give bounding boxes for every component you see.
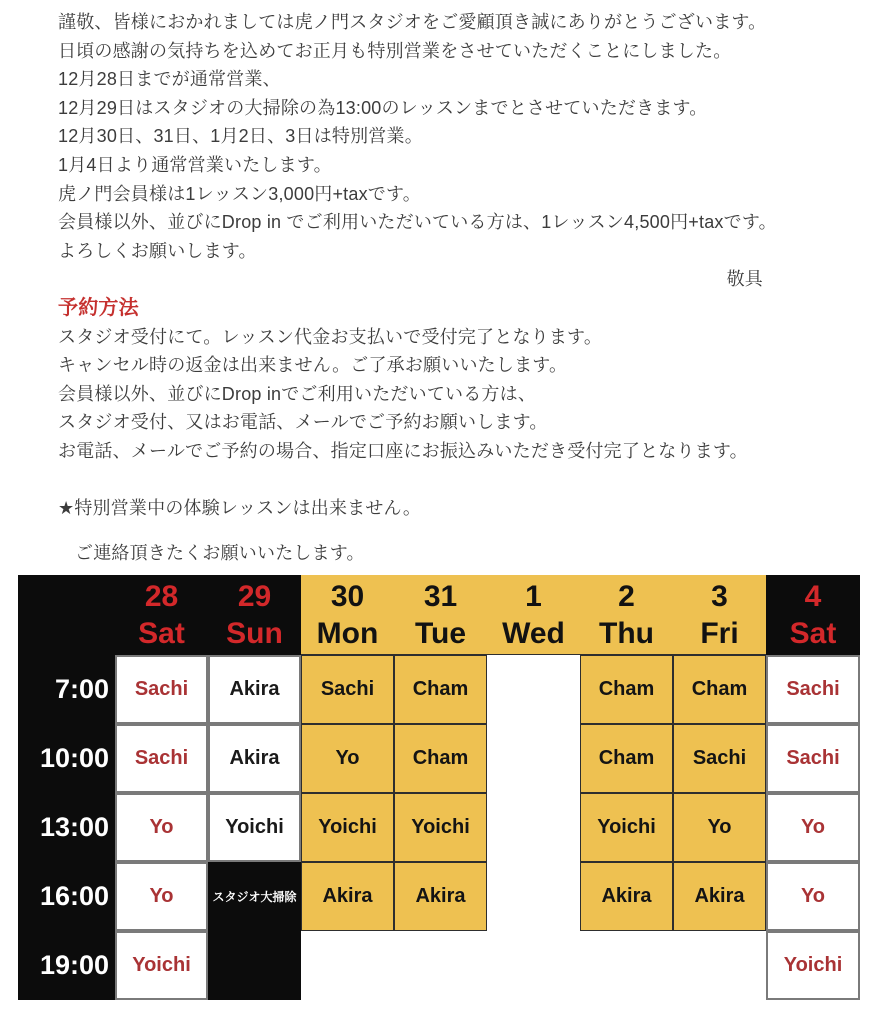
schedule-cell: Yo xyxy=(115,862,208,931)
schedule-cell: Yoichi xyxy=(580,793,673,862)
time-19-00: 19:00 xyxy=(18,931,115,1000)
time-13-00: 13:00 xyxy=(18,793,115,862)
schedule-cell: Yoichi xyxy=(115,931,208,1000)
schedule-cell: Sachi xyxy=(115,655,208,724)
notice-block xyxy=(58,8,823,567)
schedule-cell: Cham xyxy=(394,655,487,724)
warning-line: ★特別営業中の体験レッスンは出来ません。 xyxy=(58,498,422,519)
header-4-sat xyxy=(766,575,860,655)
schedule-cell-empty xyxy=(487,862,580,931)
reservation-line: スタジオ受付にて。レッスン代金お支払いで受付完了となります。 xyxy=(58,326,603,347)
reservation-line: 会員様以外、並びにDrop inでご利用いただいている方は、 xyxy=(58,383,537,404)
schedule-cell: Akira xyxy=(208,724,301,793)
schedule-cell: Yoichi xyxy=(394,793,487,862)
schedule-cell: Yo xyxy=(673,793,766,862)
schedule-cell-empty xyxy=(580,931,673,1000)
header-1-wed xyxy=(487,575,580,655)
schedule-cell: Yoichi xyxy=(301,793,394,862)
reservation-line: キャンセル時の返金は出来ません。ご了承お願いいたします。 xyxy=(58,355,568,376)
schedule-table xyxy=(18,575,860,1000)
contact-line: ご連絡頂きたくお願いいたします。 xyxy=(75,542,365,563)
header-day: Sat xyxy=(789,617,837,650)
reservation-line: スタジオ受付、又はお電話、メールでご予約お願いします。 xyxy=(58,412,548,433)
schedule-cell-empty xyxy=(394,931,487,1000)
closing-keigu: 敬具 xyxy=(726,269,763,290)
schedule-cell: Akira xyxy=(580,862,673,931)
schedule-cell: Sachi xyxy=(301,655,394,724)
schedule-cell-empty xyxy=(301,931,394,1000)
schedule-cell: Yo xyxy=(301,724,394,793)
header-day: Sun xyxy=(226,617,283,650)
schedule-cell: Akira xyxy=(301,862,394,931)
notice-line: 12月30日、31日、1月2日、3日は特別営業。 xyxy=(58,126,423,147)
schedule-cell: Cham xyxy=(394,724,487,793)
schedule-cell: Yoichi xyxy=(766,931,860,1000)
schedule-cell: Sachi xyxy=(766,724,860,793)
schedule-cell: Cham xyxy=(580,724,673,793)
notice-line: 虎ノ門会員様は1レッスン3,000円+taxです。 xyxy=(58,183,421,204)
header-3-fri xyxy=(673,575,766,655)
notice-line: 12月29日はスタジオの大掃除の為13:00のレッスンまでとさせていただきます。 xyxy=(58,97,708,118)
schedule-cell: Yo xyxy=(766,793,860,862)
header-date: 1 xyxy=(525,580,542,613)
notice-line: 1月4日より通常営業いたします。 xyxy=(58,154,332,175)
schedule-cell-black xyxy=(208,931,301,1000)
schedule-cell: Cham xyxy=(580,655,673,724)
schedule-cell: Akira xyxy=(394,862,487,931)
header-day: Sat xyxy=(138,617,185,650)
notice-line: 会員様以外、並びにDrop in でご利用いただいている方は、1レッスン4,500円+taxです。 xyxy=(58,212,777,233)
header-day: Tue xyxy=(414,617,467,650)
time-7-00: 7:00 xyxy=(18,655,115,724)
schedule-cell-empty xyxy=(487,655,580,724)
reservation-line: お電話、メールでご予約の場合、指定口座にお振込みいただき受付完了となります。 xyxy=(58,440,748,461)
header-day: Wed xyxy=(502,617,565,650)
studio-cleaning-cell: スタジオ大掃除 xyxy=(208,862,301,931)
header-31-tue xyxy=(394,575,487,655)
schedule-cell-empty xyxy=(673,931,766,1000)
header-day: Mon xyxy=(316,617,379,650)
schedule-cell: Sachi xyxy=(766,655,860,724)
header-date: 29 xyxy=(237,580,272,613)
schedule-cell-empty xyxy=(487,724,580,793)
header-date: 31 xyxy=(423,580,458,613)
schedule-cell: Sachi xyxy=(115,724,208,793)
schedule-cell: Akira xyxy=(673,862,766,931)
schedule-corner xyxy=(18,575,115,655)
schedule-cell: Yo xyxy=(115,793,208,862)
header-date: 3 xyxy=(711,580,728,613)
schedule-cell: Akira xyxy=(208,655,301,724)
spacer xyxy=(58,523,823,539)
reservation-heading: 予約方法 xyxy=(58,296,139,319)
header-date: 4 xyxy=(804,580,822,613)
header-date: 28 xyxy=(144,580,179,613)
schedule-cell-empty xyxy=(487,931,580,1000)
header-29-sun xyxy=(208,575,301,655)
schedule-cell: Cham xyxy=(673,655,766,724)
notice-line: よろしくお願いします。 xyxy=(58,240,257,261)
notice-line: 日頃の感謝の気持ちを込めてお正月も特別営業をさせていただくことにしました。 xyxy=(58,40,732,61)
header-28-sat xyxy=(115,575,208,655)
notice-line: 12月28日までが通常営業、 xyxy=(58,69,281,90)
header-date: 2 xyxy=(618,580,635,613)
header-date: 30 xyxy=(330,580,365,613)
header-day: Fri xyxy=(700,617,739,650)
time-10-00: 10:00 xyxy=(18,724,115,793)
schedule-cell: Yoichi xyxy=(208,793,301,862)
notice-line: 謹敬、皆様におかれましては虎ノ門スタジオをご愛顧頂き誠にありがとうございます。 xyxy=(58,12,767,32)
schedule-cell: Sachi xyxy=(673,724,766,793)
schedule-cell-empty xyxy=(487,793,580,862)
header-day: Thu xyxy=(599,617,654,650)
header-2-thu xyxy=(580,575,673,655)
spacer xyxy=(58,466,823,495)
time-16-00: 16:00 xyxy=(18,862,115,931)
header-30-mon xyxy=(301,575,394,655)
schedule-cell: Yo xyxy=(766,862,860,931)
